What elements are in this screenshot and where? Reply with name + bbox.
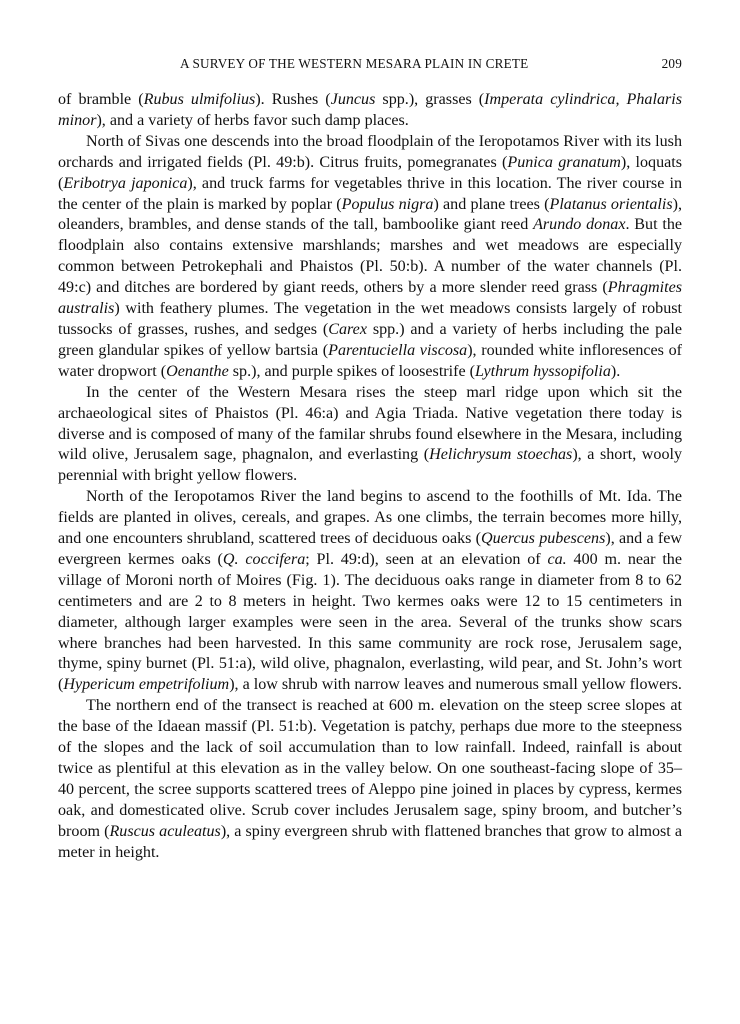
paragraph — [58, 132, 682, 383]
italic-text-run: Rubus ulmifolius — [143, 91, 256, 108]
text-run: ), oleanders, brambles, and dense stands of the tall, bamboolike giant reed — [58, 195, 682, 234]
document-page — [58, 56, 682, 864]
italic-text-run: Arundo donax — [533, 216, 626, 234]
text-run: ), a low shrub with narrow leaves and numerous small yellow flowers. — [229, 676, 682, 694]
italic-text-run: Phragmites australis — [58, 279, 682, 318]
paragraph — [58, 90, 682, 132]
italic-text-run: Platanus orientalis — [549, 195, 673, 213]
body-text — [58, 90, 682, 864]
italic-text-run: ca. — [547, 550, 567, 568]
running-header — [58, 56, 682, 78]
text-run: In the center of the Western Mesara rises the steep marl ridge upon which sit the archaeological sites of Phaistos (Pl. 46:a) and Agia Triada. Native vegetation there today is diverse and is composed of many of the familar shrubs found elsewhere in the Mesara, including wild olive, Jerusalem sage, phagnalon, and everlasting ( — [58, 383, 682, 464]
text-run: ; Pl. 49:d), seen at an elevation of — [305, 550, 548, 568]
italic-text-run: Hypericum empetrifolium — [63, 676, 230, 694]
text-run: ), a spiny evergreen shrub with flattened branches that grow to almost a meter in height. — [58, 822, 682, 861]
page-number: 209 — [661, 56, 682, 71]
text-run: ), and truck farms for vegetables thrive in this location. The river course in the center of the plain is marked by poplar ( — [58, 174, 682, 213]
italic-text-run: Oenanthe — [166, 362, 229, 380]
italic-text-run: Juncus — [330, 91, 376, 108]
text-run: . But the floodplain also contains extensive marshlands; marshes and wet meadows are especially common between Petrokephali and Phaistos (Pl. 50:b). A number of the water channels (Pl. 49:c) and ditches are bordered by giant reeds, others by a more slender reed grass ( — [58, 216, 683, 297]
text-run: ), loquats ( — [58, 153, 683, 192]
italic-text-run: Punica granatum — [507, 153, 621, 171]
text-run: The northern end of the transect is reached at 600 m. elevation on the steep scree slopes at the base of the Idaean massif (Pl. 51:b). Vegetation is patchy, perhaps due more to the steepness of the slopes and the lack of soil accumulation than to low rainfall. Indeed, rainfall is about twice as plentiful at this elevation as in the valley below. On one southeast-facing slope of 35–40 percent, the scree supports scattered trees of Aleppo pine joined in places by cypress, kermes oak, and domesticated olive. Scrub cover includes Jerusalem sage, spiny broom, and butcher’s broom ( — [58, 697, 682, 840]
text-run: sp.), and purple spikes of loosestrife ( — [228, 362, 476, 380]
italic-text-run: Q. coccifera — [222, 550, 306, 568]
text-run: ), and a few evergreen kermes oaks ( — [58, 530, 682, 568]
italic-text-run: Quercus pubescens — [481, 530, 606, 548]
italic-text-run: Ruscus aculeatus — [109, 822, 221, 840]
italic-text-run: Eribotrya japonica — [63, 174, 188, 192]
running-title: A SURVEY OF THE WESTERN MESARA PLAIN IN CRETE — [180, 56, 529, 71]
text-run: North of the Ieropotamos River the land begins to ascend to the foothills of Mt. Ida. The fields are planted in olives, cereals, and grapes. As one climbs, the terrain becomes more hilly, and one encounters shrubland, scattered trees of deciduous oaks ( — [58, 488, 682, 548]
text-run: ) with feathery plumes. The vegetation in the wet meadows consists largely of robust tussocks of grasses, rushes, and sedges ( — [58, 300, 682, 338]
text-run: ). Rushes ( — [255, 91, 331, 108]
text-run: 400 m. near the village of Moroni north of Moires (Fig. 1). The deciduous oaks range in diameter from 8 to 62 centimeters and are 2 to 8 meters in height. Two kermes oaks were 12 to 15 centimeters in diameter, although larger examples were seen in the area. Several of the trunks show scars where branches had been harvested. In this same community are rock rose, Jerusalem sage, thyme, spiny burnet (Pl. 51:a), wild olive, phagnalon, everlasting, wild pear, and St. John’s wort ( — [58, 550, 682, 694]
text-run: spp.), grasses ( — [375, 91, 485, 108]
text-run: of bramble ( — [58, 91, 144, 108]
italic-text-run: Imperata cylindrica, Phalaris minor — [58, 91, 682, 129]
italic-text-run: Populus nigra — [341, 195, 434, 213]
italic-text-run: Carex — [328, 320, 367, 338]
paragraph — [58, 383, 682, 488]
italic-text-run: Helichrysum stoechas — [429, 446, 573, 464]
paragraph — [58, 487, 682, 696]
italic-text-run: Lythrum hyssopifolia — [475, 362, 611, 380]
text-run: ). — [610, 362, 621, 380]
text-run: ), a short, wooly perennial with bright yellow flowers. — [58, 446, 683, 485]
text-run: ), rounded white infloresences of water dropwort ( — [58, 341, 683, 380]
text-run: ), and a variety of herbs favor such damp places. — [96, 111, 409, 129]
paragraph — [58, 696, 682, 863]
italic-text-run: Parentuciella viscosa — [328, 341, 468, 359]
text-run: North of Sivas one descends into the broad floodplain of the Ieropotamos River with its lush orchards and irrigated fields (Pl. 49:b). Citrus fruits, pomegranates ( — [58, 132, 682, 171]
text-run: ) and plane trees ( — [433, 195, 550, 213]
text-run: spp.) and a variety of herbs including the pale green glandular spikes of yellow bartsia ( — [58, 320, 682, 359]
